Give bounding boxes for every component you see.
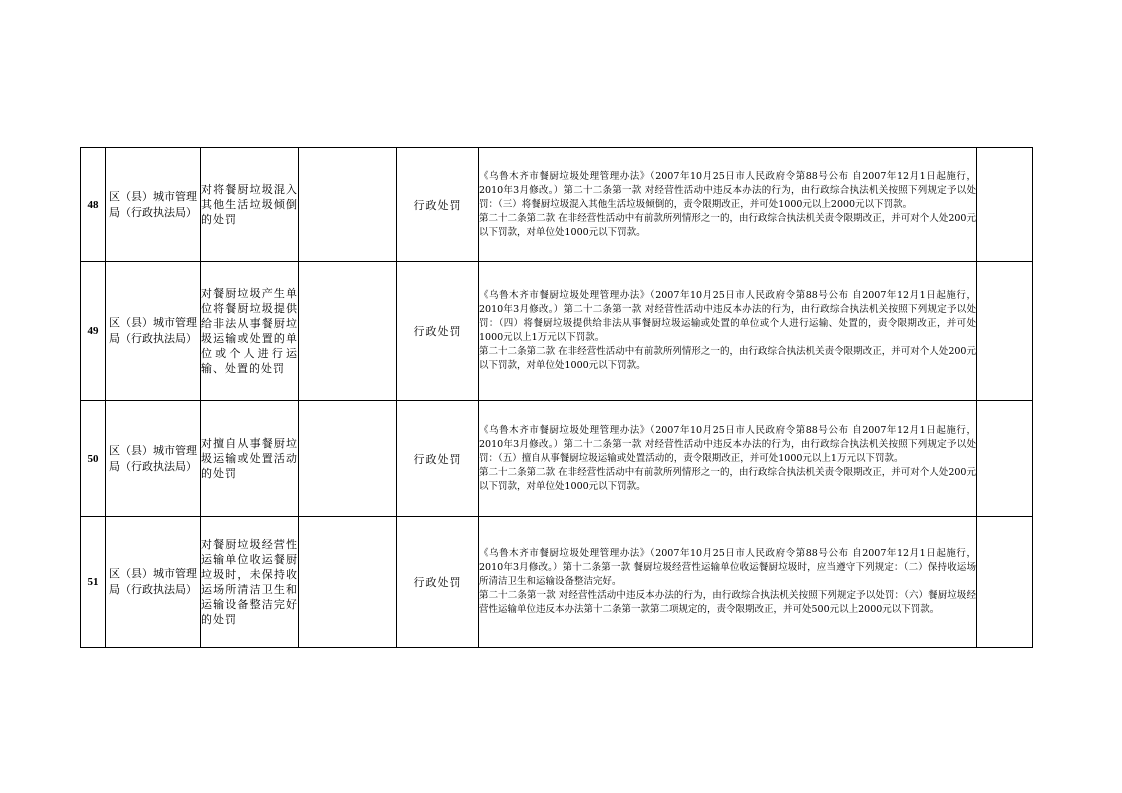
row-number: 51 (81, 517, 106, 648)
legal-basis-cell (479, 517, 977, 648)
power-type-cell: 行政处罚 (397, 517, 479, 648)
row-number: 49 (81, 262, 106, 401)
row-number: 50 (81, 401, 106, 517)
empty-cell (299, 262, 397, 401)
department-cell: 区（县）城市管理局（行政执法局） (106, 401, 201, 517)
legal-basis-paragraph: 第二十二条第一款 对经营性活动中违反本办法的行为，由行政综合执法机关按照下列规定予以处罚：（六）餐厨垃圾经营性运输单位违反本办法第十二条第一款第二项规定的，责令限期改正，并可处500元以上2000元以下罚款。 (479, 590, 976, 615)
power-type-cell: 行政处罚 (397, 148, 479, 262)
department-cell: 区（县）城市管理局（行政执法局） (106, 517, 201, 648)
empty-cell (299, 148, 397, 262)
power-type-cell: 行政处罚 (397, 262, 479, 401)
department-cell: 区（县）城市管理局（行政执法局） (106, 148, 201, 262)
item-name-cell: 对擅自从事餐厨垃圾运输或处置活动的处罚 (201, 401, 299, 517)
legal-basis-paragraph: 《乌鲁木齐市餐厨垃圾处理管理办法》（2007年10月25日市人民政府令第88号公布 自2007年12月1日起施行， 2010年3月修改。）第二十二条第一款 对经营性活动中违反本办法的行为，由行政综合执法机关按照下列规定予以处罚：（五）擅自从事餐厨垃圾运输或处置活动的，责令限期改正，并可处1000元以上1万元以下罚款。 (479, 424, 976, 464)
department-cell: 区（县）城市管理局（行政执法局） (106, 262, 201, 401)
row-number: 48 (81, 148, 106, 262)
penalty-table (80, 147, 1033, 648)
legal-basis-paragraph: 《乌鲁木齐市餐厨垃圾处理管理办法》（2007年10月25日市人民政府令第88号公布 自2007年12月1日起施行， 2010年3月修改。）第二十二条第一款 对经营性活动中违反本办法的行为，由行政综合执法机关按照下列规定予以处罚：（四）将餐厨垃圾提供给非法从事餐厨垃圾运输或处置的单位或个人进行运输、处置的，责令限期改正，并可处1000元以上1万元以下罚款。 (479, 290, 976, 343)
empty-cell (299, 401, 397, 517)
empty-cell (299, 517, 397, 648)
remark-cell (977, 401, 1033, 517)
item-name-cell: 对将餐厨垃圾混入其他生活垃圾倾倒的处罚 (201, 148, 299, 262)
legal-basis-cell (479, 401, 977, 517)
legal-basis-paragraph: 第二十二条第二款 在非经营性活动中有前款所列情形之一的，由行政综合执法机关责令限期改正，并可对个人处200元以下罚款，对单位处1000元以下罚款。 (479, 212, 976, 238)
remark-cell (977, 517, 1033, 648)
table-row (81, 401, 1033, 517)
item-name-cell: 对餐厨垃圾经营性运输单位收运餐厨垃圾时，未保持收运场所清洁卫生和运输设备整洁完好的处罚 (201, 517, 299, 648)
legal-basis-cell (479, 262, 977, 401)
legal-basis-paragraph: 第二十二条第二款 在非经营性活动中有前款所列情形之一的，由行政综合执法机关责令限期改正，并可对个人处200元以下罚款，对单位处1000元以下罚款。 (479, 466, 976, 492)
power-type-cell: 行政处罚 (397, 401, 479, 517)
table-row (81, 517, 1033, 648)
table-row (81, 262, 1033, 401)
legal-basis-paragraph: 《乌鲁木齐市餐厨垃圾处理管理办法》（2007年10月25日市人民政府令第88号公布 自2007年12月1日起施行， 2010年3月修改。）第二十二条第一款 对经营性活动中违反本办法的行为，由行政综合执法机关按照下列规定予以处罚：（三）将餐厨垃圾混入其他生活垃圾倾倒的，责令限期改正，并可处1000元以上2000元以下罚款。 (479, 170, 976, 210)
legal-basis-cell (479, 148, 977, 262)
legal-basis-paragraph: 《乌鲁木齐市餐厨垃圾处理管理办法》（2007年10月25日市人民政府令第88号公布 自2007年12月1日起施行， 2010年3月修改。）第十二条第一款 餐厨垃圾经营性运输单位收运餐厨垃圾时，应当遵守下列规定：（二）保持收运场所清洁卫生和运输设备整洁完好。 (479, 548, 976, 587)
item-name-cell: 对餐厨垃圾产生单位将餐厨垃圾提供给非法从事餐厨垃圾运输或处置的单位或个人进行运输、处置的处罚 (201, 262, 299, 401)
table-row (81, 148, 1033, 262)
legal-basis-paragraph: 第二十二条第二款 在非经营性活动中有前款所列情形之一的，由行政综合执法机关责令限期改正，并可对个人处200元以下罚款，对单位处1000元以下罚款。 (479, 346, 976, 371)
remark-cell (977, 148, 1033, 262)
remark-cell (977, 262, 1033, 401)
